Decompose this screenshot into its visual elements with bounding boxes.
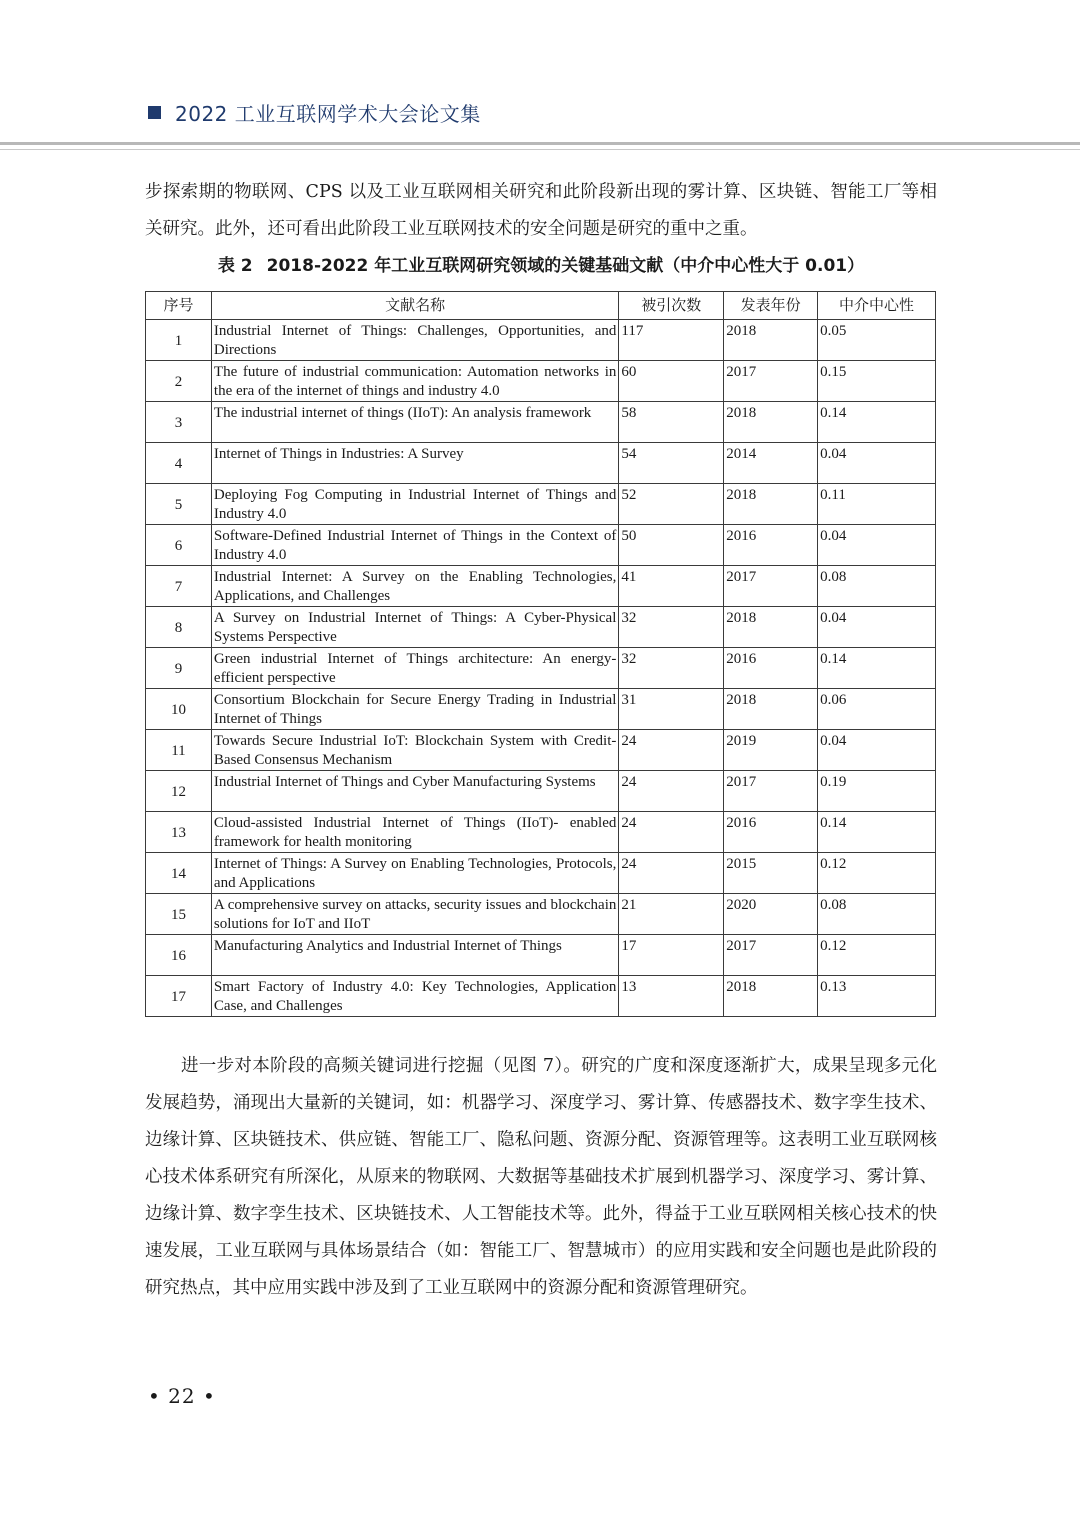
cell-citations: 41 <box>619 566 724 607</box>
cell-citations: 117 <box>619 320 724 361</box>
cell-no: 17 <box>146 976 212 1017</box>
cell-year: 2016 <box>724 648 818 689</box>
cell-no: 5 <box>146 484 212 525</box>
table-header-row <box>146 292 936 320</box>
cell-citations: 54 <box>619 443 724 484</box>
header-rule-thin <box>0 149 1080 150</box>
header-citations: 被引次数 <box>619 292 724 320</box>
cell-centrality: 0.12 <box>818 853 936 894</box>
cell-citations: 24 <box>619 812 724 853</box>
table-row <box>146 320 936 361</box>
header-title: 文献名称 <box>211 292 618 320</box>
table-body <box>146 320 936 1017</box>
table-row <box>146 853 936 894</box>
table-row <box>146 648 936 689</box>
cell-centrality: 0.11 <box>818 484 936 525</box>
cell-no: 8 <box>146 607 212 648</box>
cell-year: 2017 <box>724 566 818 607</box>
cell-title: A comprehensive survey on attacks, security issues and blockchain solutions for IoT and IIoT <box>211 894 618 935</box>
cell-citations: 17 <box>619 935 724 976</box>
cell-title: Industrial Internet of Things and Cyber Manufacturing Systems <box>211 771 618 812</box>
cell-year: 2020 <box>724 894 818 935</box>
cell-citations: 32 <box>619 607 724 648</box>
cell-no: 2 <box>146 361 212 402</box>
table-caption-text: 2018-2022 年工业互联网研究领域的关键基础文献（中介中心性大于 0.01） <box>266 256 865 276</box>
table-row <box>146 812 936 853</box>
cell-citations: 52 <box>619 484 724 525</box>
cell-centrality: 0.14 <box>818 648 936 689</box>
table-row <box>146 443 936 484</box>
cell-year: 2017 <box>724 935 818 976</box>
cell-citations: 60 <box>619 361 724 402</box>
table-row <box>146 730 936 771</box>
cell-title: The future of industrial communication: Automation networks in the era of the internet of things and industry 4.0 <box>211 361 618 402</box>
cell-title: Consortium Blockchain for Secure Energy Trading in Industrial Internet of Things <box>211 689 618 730</box>
cell-centrality: 0.14 <box>818 402 936 443</box>
cell-citations: 24 <box>619 730 724 771</box>
header-no: 序号 <box>146 292 212 320</box>
cell-year: 2018 <box>724 976 818 1017</box>
cell-centrality: 0.04 <box>818 730 936 771</box>
cell-no: 15 <box>146 894 212 935</box>
table-caption-number: 表 2 <box>217 256 253 276</box>
cell-year: 2017 <box>724 771 818 812</box>
cell-no: 6 <box>146 525 212 566</box>
header-square-icon <box>148 106 161 119</box>
cell-citations: 24 <box>619 771 724 812</box>
cell-centrality: 0.08 <box>818 894 936 935</box>
header-title: 2022 工业互联网学术大会论文集 <box>175 102 481 126</box>
table-row <box>146 402 936 443</box>
table-row <box>146 525 936 566</box>
cell-year: 2018 <box>724 320 818 361</box>
cell-title: Deploying Fog Computing in Industrial Internet of Things and Industry 4.0 <box>211 484 618 525</box>
table-row <box>146 894 936 935</box>
table-row <box>146 771 936 812</box>
cell-centrality: 0.12 <box>818 935 936 976</box>
cell-no: 12 <box>146 771 212 812</box>
cell-year: 2014 <box>724 443 818 484</box>
cell-title: Cloud-assisted Industrial Internet of Things (IIoT)- enabled framework for health monitoring <box>211 812 618 853</box>
body-paragraph: 进一步对本阶段的高频关键词进行挖掘（见图 7）。研究的广度和深度逐渐扩大，成果呈现多元化发展趋势，涌现出大量新的关键词，如：机器学习、深度学习、雾计算、传感器技术、数字孪生技术、边缘计算、区块链技术、供应链、智能工厂、隐私问题、资源分配、资源管理等。这表明工业互联网核心技术体系研究有所深化，从原来的物联网、大数据等基础技术扩展到机器学习、深度学习、雾计算、边缘计算、数字孪生技术、区块链技术、人工智能技术等。此外，得益于工业互联网相关核心技术的快速发展，工业互联网与具体场景结合（如：智能工厂、智慧城市）的应用实践和安全问题也是此阶段的研究热点，其中应用实践中涉及到了工业互联网中的资源分配和资源管理研究。 <box>145 1056 937 1298</box>
table-row <box>146 976 936 1017</box>
cell-citations: 13 <box>619 976 724 1017</box>
cell-year: 2018 <box>724 484 818 525</box>
table-caption <box>145 252 937 280</box>
cell-citations: 50 <box>619 525 724 566</box>
cell-title: Industrial Internet of Things: Challenges, Opportunities, and Directions <box>211 320 618 361</box>
cell-title: Manufacturing Analytics and Industrial Internet of Things <box>211 935 618 976</box>
cell-title: A Survey on Industrial Internet of Things: A Cyber-Physical Systems Perspective <box>211 607 618 648</box>
table-row <box>146 935 936 976</box>
cell-no: 9 <box>146 648 212 689</box>
cell-citations: 32 <box>619 648 724 689</box>
table-row <box>146 689 936 730</box>
cell-no: 3 <box>146 402 212 443</box>
header-year: 发表年份 <box>724 292 818 320</box>
cell-centrality: 0.13 <box>818 976 936 1017</box>
cell-year: 2015 <box>724 853 818 894</box>
table-row <box>146 566 936 607</box>
cell-no: 4 <box>146 443 212 484</box>
cell-no: 1 <box>146 320 212 361</box>
cell-no: 11 <box>146 730 212 771</box>
cell-year: 2019 <box>724 730 818 771</box>
cell-centrality: 0.06 <box>818 689 936 730</box>
cell-citations: 31 <box>619 689 724 730</box>
header-centrality: 中介中心性 <box>818 292 936 320</box>
cell-title: Smart Factory of Industry 4.0: Key Technologies, Application Case, and Challenges <box>211 976 618 1017</box>
cell-title: Internet of Things: A Survey on Enabling Technologies, Protocols, and Applications <box>211 853 618 894</box>
cell-year: 2016 <box>724 525 818 566</box>
cell-centrality: 0.08 <box>818 566 936 607</box>
cell-centrality: 0.15 <box>818 361 936 402</box>
cell-title: Software-Defined Industrial Internet of Things in the Context of Industry 4.0 <box>211 525 618 566</box>
cell-no: 7 <box>146 566 212 607</box>
cell-year: 2018 <box>724 402 818 443</box>
cell-centrality: 0.04 <box>818 443 936 484</box>
literature-table <box>145 291 936 1017</box>
cell-citations: 24 <box>619 853 724 894</box>
header-rule <box>0 142 1080 145</box>
cell-year: 2018 <box>724 689 818 730</box>
cell-citations: 58 <box>619 402 724 443</box>
cell-no: 10 <box>146 689 212 730</box>
cell-year: 2018 <box>724 607 818 648</box>
cell-centrality: 0.04 <box>818 525 936 566</box>
cell-citations: 21 <box>619 894 724 935</box>
cell-centrality: 0.14 <box>818 812 936 853</box>
cell-title: The industrial internet of things (IIoT): An analysis framework <box>211 402 618 443</box>
cell-centrality: 0.04 <box>818 607 936 648</box>
cell-title: Green industrial Internet of Things architecture: An energy-efficient perspective <box>211 648 618 689</box>
table-row <box>146 484 936 525</box>
intro-paragraph: 步探索期的物联网、CPS 以及工业互联网相关研究和此阶段新出现的雾计算、区块链、智能工厂等相关研究。此外，还可看出此阶段工业互联网技术的安全问题是研究的重中之重。 <box>145 182 937 239</box>
cell-title: Industrial Internet: A Survey on the Enabling Technologies, Applications, and Challenges <box>211 566 618 607</box>
cell-no: 13 <box>146 812 212 853</box>
table-row <box>146 607 936 648</box>
cell-no: 16 <box>146 935 212 976</box>
cell-year: 2017 <box>724 361 818 402</box>
cell-centrality: 0.05 <box>818 320 936 361</box>
cell-title: Towards Secure Industrial IoT: Blockchain System with Credit-Based Consensus Mechanism <box>211 730 618 771</box>
cell-centrality: 0.19 <box>818 771 936 812</box>
cell-year: 2016 <box>724 812 818 853</box>
table-row <box>146 361 936 402</box>
running-header <box>148 98 481 127</box>
cell-title: Internet of Things in Industries: A Survey <box>211 443 618 484</box>
cell-no: 14 <box>146 853 212 894</box>
page-number: • 22 • <box>148 1384 216 1408</box>
